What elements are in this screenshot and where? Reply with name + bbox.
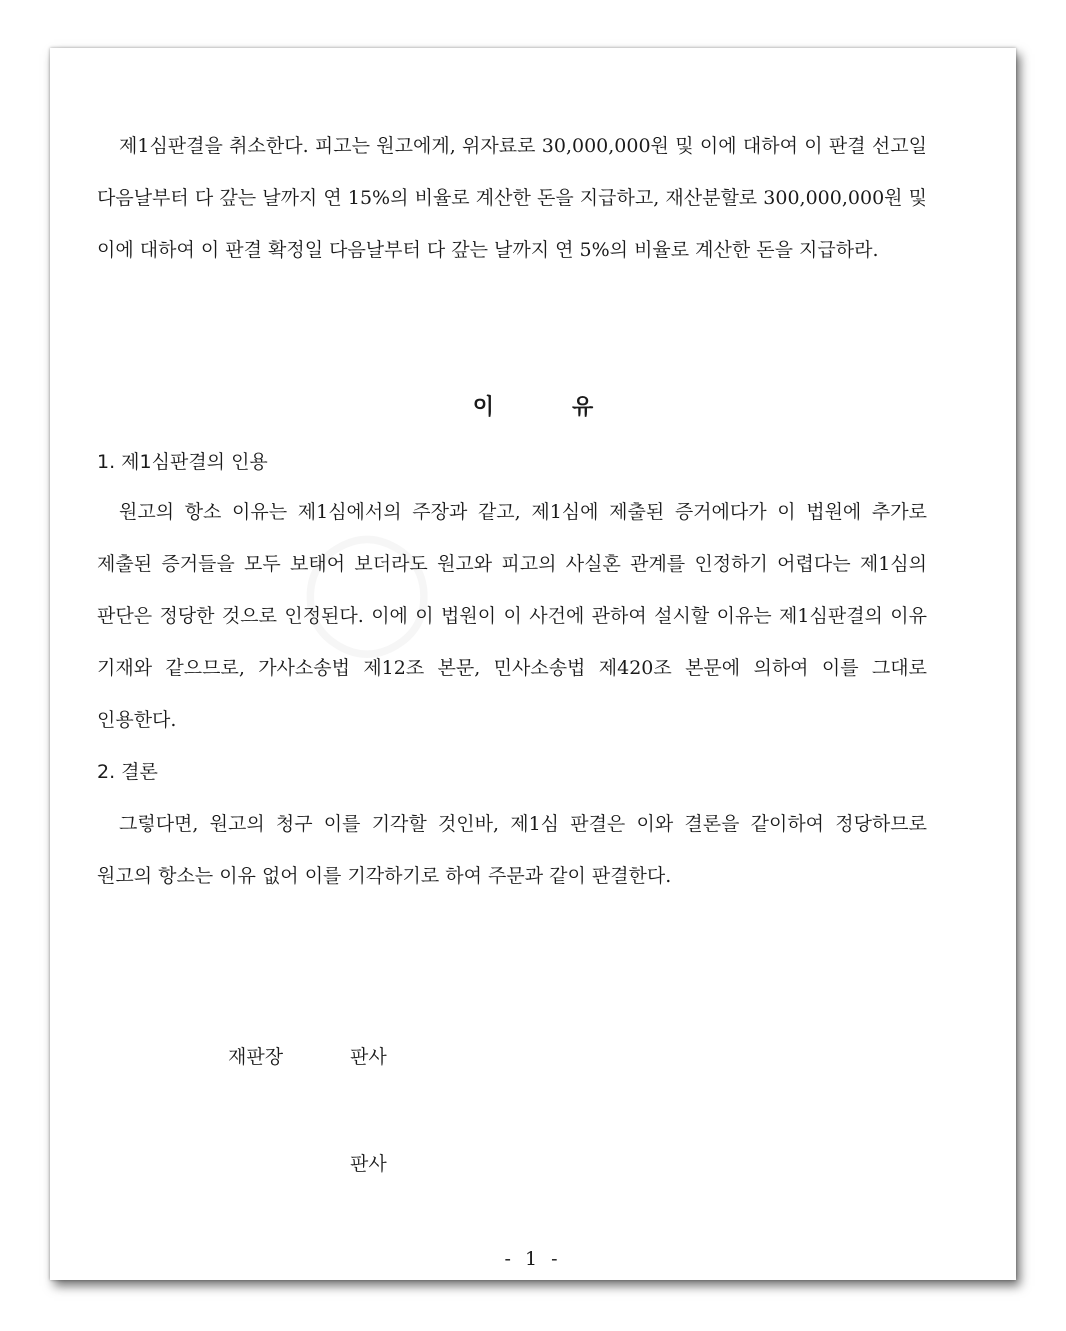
page-number: - 1 - <box>504 1248 562 1270</box>
order-paragraph: 제1심판결을 취소한다. 피고는 원고에게, 위자료로 30,000,000원 및 이에 대하여 이 판결 선고일 다음날부터 다 갚는 날까지 연 15%의 비율로 계산한 돈을 지급하고, 재산분할로 300,000,000원 및 이에 대하여 이 판결 확정일 다음날부터 다 갚는 날까지 연 5%의 비율로 계산한 돈을 지급하라. <box>97 135 927 261</box>
reason-title-left: 이 <box>472 395 494 420</box>
section1-heading: 1. 제1심판결의 인용 <box>97 451 268 473</box>
reason-title <box>50 390 1016 421</box>
section1-paragraph: 원고의 항소 이유는 제1심에서의 주장과 같고, 제1심에 제출된 증거에다가 이 법원에 추가로 제출된 증거들을 모두 보태어 보더라도 원고와 피고의 사실혼 관계를 인정하기 어렵다는 제1심의 판단은 정당한 것으로 인정된다. 이에 이 법원이 이 사건에 관하여 설시할 이유는 제1심판결의 이유 기재와 같으므로, 가사소송법 제12조 본문, 민사소송법 제420조 본문에 의하여 이를 그대로 인용한다. <box>97 501 927 731</box>
judge-label-1: 판사 <box>350 1046 387 1068</box>
judge-label-2: 판사 <box>350 1153 387 1175</box>
section2-paragraph: 그렇다면, 원고의 청구 이를 기각할 것인바, 제1심 판결은 이와 결론을 같이하여 정당하므로 원고의 항소는 이유 없어 이를 기각하기로 하여 주문과 같이 판결한다. <box>97 813 927 887</box>
document-page <box>50 48 1016 1280</box>
reason-title-right: 유 <box>572 395 594 420</box>
presiding-judge-title: 재판장 <box>228 1046 284 1068</box>
section2-heading: 2. 결론 <box>97 761 158 783</box>
